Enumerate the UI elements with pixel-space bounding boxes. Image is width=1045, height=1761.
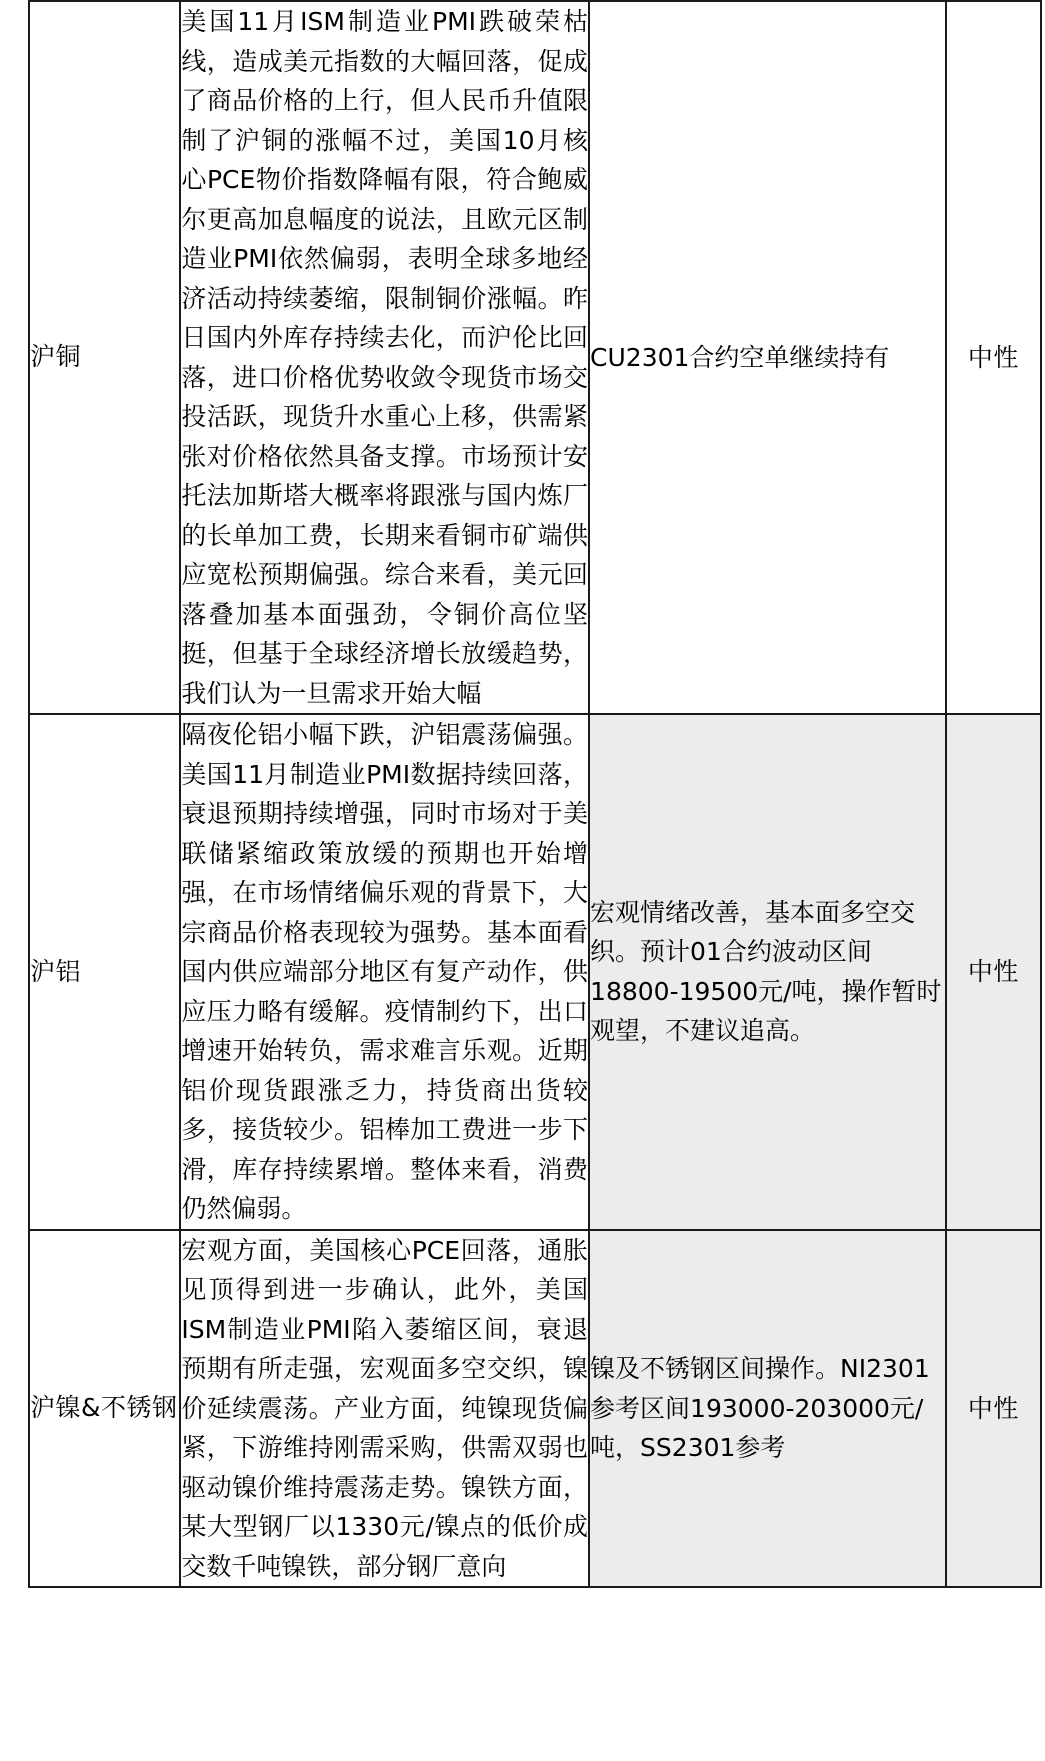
analysis-text: 宏观方面，美国核心PCE回落，通胀见顶得到进一步确认，此外，美国ISM制造业PMI陷入萎缩区间，衰退预期有所走强，宏观面多空交织，镍价延续震荡。产业方面，纯镍现货偏紧，下游维持刚需采购，供需双弱也驱动镍价维持震荡走势。镍铁方面，某大型钢厂以1330元/镍点的低价成交数千吨镍铁，部分钢厂意向: [180, 1230, 589, 1588]
rating-badge: 中性: [946, 714, 1041, 1230]
table-row: [29, 1, 1041, 714]
rating-badge: 中性: [946, 1, 1041, 714]
advice-text: 镍及不锈钢区间操作。NI2301参考区间193000-203000元/吨，SS2301参考: [589, 1230, 946, 1588]
commentary-table: [28, 0, 1042, 1588]
variety-name: 沪镍&不锈钢: [29, 1230, 180, 1588]
analysis-text: 美国11月ISM制造业PMI跌破荣枯线，造成美元指数的大幅回落，促成了商品价格的上行，但人民币升值限制了沪铜的涨幅不过，美国10月核心PCE物价指数降幅有限，符合鲍威尔更高加息幅度的说法，且欧元区制造业PMI依然偏弱，表明全球多地经济活动持续萎缩，限制铜价涨幅。昨日国内外库存持续去化，而沪伦比回落，进口价格优势收敛令现货市场交投活跃，现货升水重心上移，供需紧张对价格依然具备支撑。市场预计安托法加斯塔大概率将跟涨与国内炼厂的长单加工费，长期来看铜市矿端供应宽松预期偏强。综合来看，美元回落叠加基本面强劲，令铜价高位坚挺，但基于全球经济增长放缓趋势，我们认为一旦需求开始大幅: [180, 1, 589, 714]
analysis-text: 隔夜伦铝小幅下跌，沪铝震荡偏强。美国11月制造业PMI数据持续回落，衰退预期持续增强，同时市场对于美联储紧缩政策放缓的预期也开始增强，在市场情绪偏乐观的背景下，大宗商品价格表现较为强势。基本面看国内供应端部分地区有复产动作，供应压力略有缓解。疫情制约下，出口增速开始转负，需求难言乐观。近期铝价现货跟涨乏力，持货商出货较多，接货较少。铝棒加工费进一步下滑，库存持续累增。整体来看，消费仍然偏弱。: [180, 714, 589, 1230]
table-body: [29, 1, 1041, 1587]
rating-badge: 中性: [946, 1230, 1041, 1588]
table-row: [29, 714, 1041, 1230]
variety-name: 沪铝: [29, 714, 180, 1230]
table-row: [29, 1230, 1041, 1588]
variety-name: 沪铜: [29, 1, 180, 714]
advice-text: CU2301合约空单继续持有: [589, 1, 946, 714]
advice-text: 宏观情绪改善，基本面多空交织。预计01合约波动区间18800-19500元/吨，操作暂时观望，不建议追高。: [589, 714, 946, 1230]
